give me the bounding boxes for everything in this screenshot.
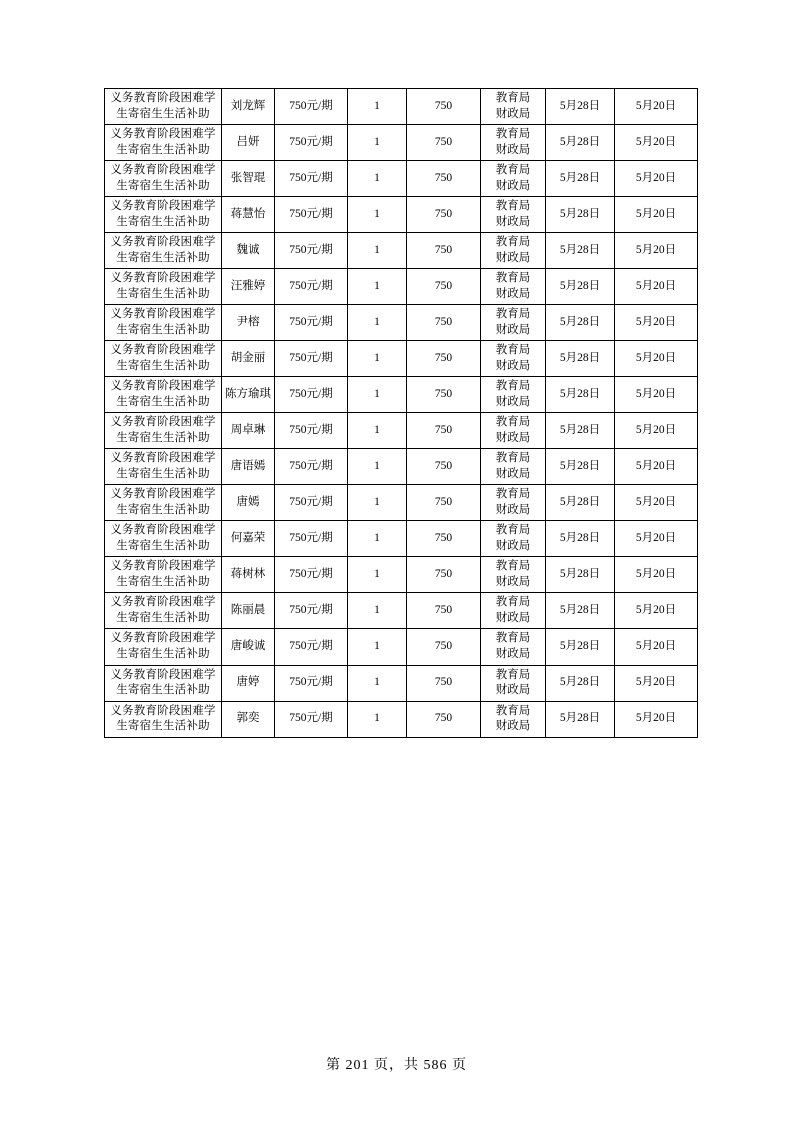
cell-program: 义务教育阶段困难学生寄宿生生活补助 xyxy=(105,305,222,341)
table-body xyxy=(105,89,698,738)
cell-department xyxy=(481,125,546,161)
cell-program: 义务教育阶段困难学生寄宿生生活补助 xyxy=(105,449,222,485)
cell-department xyxy=(481,305,546,341)
cell-standard: 750元/期 xyxy=(275,197,348,233)
cell-date-approved: 5月20日 xyxy=(615,89,698,125)
cell-count: 1 xyxy=(348,269,407,305)
department-line-1: 教育局 xyxy=(495,308,531,321)
cell-date-issued: 5月28日 xyxy=(546,485,615,521)
department-line-1: 教育局 xyxy=(495,704,531,717)
cell-standard: 750元/期 xyxy=(275,521,348,557)
cell-program: 义务教育阶段困难学生寄宿生生活补助 xyxy=(105,593,222,629)
cell-date-approved: 5月20日 xyxy=(615,269,698,305)
cell-student-name: 唐峻诚 xyxy=(222,629,275,665)
cell-date-approved: 5月20日 xyxy=(615,377,698,413)
cell-date-issued: 5月28日 xyxy=(546,701,615,737)
cell-date-issued: 5月28日 xyxy=(546,521,615,557)
department-line-1: 教育局 xyxy=(495,596,531,609)
cell-date-issued: 5月28日 xyxy=(546,197,615,233)
cell-count: 1 xyxy=(348,665,407,701)
cell-date-approved: 5月20日 xyxy=(615,629,698,665)
cell-department xyxy=(481,557,546,593)
table-row xyxy=(105,341,698,377)
cell-program: 义务教育阶段困难学生寄宿生生活补助 xyxy=(105,125,222,161)
cell-program: 义务教育阶段困难学生寄宿生生活补助 xyxy=(105,629,222,665)
table-row xyxy=(105,629,698,665)
cell-count: 1 xyxy=(348,197,407,233)
cell-date-issued: 5月28日 xyxy=(546,377,615,413)
table-row xyxy=(105,593,698,629)
cell-date-issued: 5月28日 xyxy=(546,269,615,305)
department-line-1: 教育局 xyxy=(495,380,531,393)
table-row xyxy=(105,449,698,485)
cell-department xyxy=(481,629,546,665)
department-line-1: 教育局 xyxy=(495,344,531,357)
cell-department xyxy=(481,593,546,629)
cell-standard: 750元/期 xyxy=(275,233,348,269)
department-line-1: 教育局 xyxy=(495,560,531,573)
cell-department xyxy=(481,413,546,449)
cell-date-issued: 5月28日 xyxy=(546,161,615,197)
cell-count: 1 xyxy=(348,89,407,125)
cell-program: 义务教育阶段困难学生寄宿生生活补助 xyxy=(105,485,222,521)
department-line-2: 财政局 xyxy=(495,323,531,336)
department-line-2: 财政局 xyxy=(495,611,531,624)
cell-standard: 750元/期 xyxy=(275,629,348,665)
cell-amount: 750 xyxy=(407,665,481,701)
cell-standard: 750元/期 xyxy=(275,665,348,701)
cell-amount: 750 xyxy=(407,557,481,593)
cell-standard: 750元/期 xyxy=(275,485,348,521)
cell-date-issued: 5月28日 xyxy=(546,305,615,341)
cell-student-name: 周卓琳 xyxy=(222,413,275,449)
cell-student-name: 何嘉荣 xyxy=(222,521,275,557)
cell-department xyxy=(481,449,546,485)
table-row xyxy=(105,665,698,701)
cell-count: 1 xyxy=(348,341,407,377)
department-line-1: 教育局 xyxy=(495,272,531,285)
cell-count: 1 xyxy=(348,521,407,557)
department-line-1: 教育局 xyxy=(495,236,531,249)
cell-standard: 750元/期 xyxy=(275,449,348,485)
cell-program: 义务教育阶段困难学生寄宿生生活补助 xyxy=(105,197,222,233)
cell-amount: 750 xyxy=(407,305,481,341)
department-line-1: 教育局 xyxy=(495,416,531,429)
cell-program: 义务教育阶段困难学生寄宿生生活补助 xyxy=(105,665,222,701)
cell-date-issued: 5月28日 xyxy=(546,557,615,593)
table-row xyxy=(105,485,698,521)
department-line-1: 教育局 xyxy=(495,668,531,681)
department-line-1: 教育局 xyxy=(495,524,531,537)
cell-department xyxy=(481,665,546,701)
cell-student-name: 陈丽晨 xyxy=(222,593,275,629)
cell-count: 1 xyxy=(348,413,407,449)
cell-student-name: 魏诚 xyxy=(222,233,275,269)
cell-standard: 750元/期 xyxy=(275,305,348,341)
page-footer: 第 201 页，共 586 页 xyxy=(326,1058,467,1073)
cell-student-name: 汪雅婷 xyxy=(222,269,275,305)
cell-amount: 750 xyxy=(407,413,481,449)
table-row xyxy=(105,89,698,125)
cell-department xyxy=(481,485,546,521)
cell-date-approved: 5月20日 xyxy=(615,485,698,521)
cell-student-name: 唐嫣 xyxy=(222,485,275,521)
department-line-1: 教育局 xyxy=(495,200,531,213)
cell-amount: 750 xyxy=(407,125,481,161)
department-line-2: 财政局 xyxy=(495,143,531,156)
department-line-2: 财政局 xyxy=(495,647,531,660)
cell-standard: 750元/期 xyxy=(275,377,348,413)
cell-count: 1 xyxy=(348,377,407,413)
cell-student-name: 郭奕 xyxy=(222,701,275,737)
cell-date-approved: 5月20日 xyxy=(615,233,698,269)
department-line-2: 财政局 xyxy=(495,539,531,552)
cell-amount: 750 xyxy=(407,197,481,233)
cell-student-name: 唐语嫣 xyxy=(222,449,275,485)
table-row xyxy=(105,557,698,593)
cell-date-approved: 5月20日 xyxy=(615,593,698,629)
cell-amount: 750 xyxy=(407,233,481,269)
cell-program: 义务教育阶段困难学生寄宿生生活补助 xyxy=(105,341,222,377)
cell-program: 义务教育阶段困难学生寄宿生生活补助 xyxy=(105,413,222,449)
department-line-2: 财政局 xyxy=(495,503,531,516)
cell-department xyxy=(481,341,546,377)
department-line-2: 财政局 xyxy=(495,179,531,192)
department-line-2: 财政局 xyxy=(495,251,531,264)
table-row xyxy=(105,125,698,161)
cell-program: 义务教育阶段困难学生寄宿生生活补助 xyxy=(105,557,222,593)
cell-date-approved: 5月20日 xyxy=(615,125,698,161)
cell-date-issued: 5月28日 xyxy=(546,629,615,665)
department-line-1: 教育局 xyxy=(495,632,531,645)
department-line-2: 财政局 xyxy=(495,720,531,733)
cell-date-issued: 5月28日 xyxy=(546,233,615,269)
department-line-1: 教育局 xyxy=(495,488,531,501)
cell-amount: 750 xyxy=(407,629,481,665)
cell-date-approved: 5月20日 xyxy=(615,413,698,449)
cell-count: 1 xyxy=(348,701,407,737)
department-line-1: 教育局 xyxy=(495,164,531,177)
cell-department xyxy=(481,197,546,233)
cell-amount: 750 xyxy=(407,269,481,305)
cell-program: 义务教育阶段困难学生寄宿生生活补助 xyxy=(105,377,222,413)
cell-student-name: 尹榕 xyxy=(222,305,275,341)
department-line-1: 教育局 xyxy=(495,128,531,141)
cell-date-approved: 5月20日 xyxy=(615,665,698,701)
cell-count: 1 xyxy=(348,305,407,341)
cell-standard: 750元/期 xyxy=(275,413,348,449)
cell-standard: 750元/期 xyxy=(275,125,348,161)
cell-department xyxy=(481,521,546,557)
cell-standard: 750元/期 xyxy=(275,557,348,593)
cell-student-name: 张智琨 xyxy=(222,161,275,197)
cell-amount: 750 xyxy=(407,485,481,521)
cell-date-approved: 5月20日 xyxy=(615,161,698,197)
cell-date-approved: 5月20日 xyxy=(615,341,698,377)
cell-date-approved: 5月20日 xyxy=(615,557,698,593)
table-row xyxy=(105,377,698,413)
cell-date-approved: 5月20日 xyxy=(615,449,698,485)
cell-program: 义务教育阶段困难学生寄宿生生活补助 xyxy=(105,269,222,305)
cell-count: 1 xyxy=(348,557,407,593)
cell-student-name: 陈方瑜琪 xyxy=(222,377,275,413)
cell-date-issued: 5月28日 xyxy=(546,341,615,377)
department-line-2: 财政局 xyxy=(495,684,531,697)
cell-amount: 750 xyxy=(407,593,481,629)
cell-standard: 750元/期 xyxy=(275,89,348,125)
cell-date-issued: 5月28日 xyxy=(546,665,615,701)
department-line-2: 财政局 xyxy=(495,107,531,120)
department-line-2: 财政局 xyxy=(495,467,531,480)
department-line-2: 财政局 xyxy=(495,395,531,408)
cell-date-approved: 5月20日 xyxy=(615,305,698,341)
department-line-2: 财政局 xyxy=(495,359,531,372)
department-line-2: 财政局 xyxy=(495,431,531,444)
cell-count: 1 xyxy=(348,233,407,269)
table-row xyxy=(105,413,698,449)
cell-student-name: 吕妍 xyxy=(222,125,275,161)
table-row xyxy=(105,161,698,197)
cell-standard: 750元/期 xyxy=(275,269,348,305)
cell-count: 1 xyxy=(348,593,407,629)
cell-program: 义务教育阶段困难学生寄宿生生活补助 xyxy=(105,521,222,557)
table-row xyxy=(105,269,698,305)
cell-student-name: 刘龙辉 xyxy=(222,89,275,125)
cell-department xyxy=(481,701,546,737)
cell-program: 义务教育阶段困难学生寄宿生生活补助 xyxy=(105,701,222,737)
department-line-2: 财政局 xyxy=(495,287,531,300)
cell-amount: 750 xyxy=(407,377,481,413)
cell-amount: 750 xyxy=(407,89,481,125)
cell-program: 义务教育阶段困难学生寄宿生生活补助 xyxy=(105,233,222,269)
cell-student-name: 胡金丽 xyxy=(222,341,275,377)
cell-date-approved: 5月20日 xyxy=(615,521,698,557)
cell-date-approved: 5月20日 xyxy=(615,197,698,233)
cell-date-approved: 5月20日 xyxy=(615,701,698,737)
cell-date-issued: 5月28日 xyxy=(546,125,615,161)
cell-department xyxy=(481,89,546,125)
department-line-2: 财政局 xyxy=(495,575,531,588)
table-row xyxy=(105,305,698,341)
cell-count: 1 xyxy=(348,125,407,161)
cell-date-issued: 5月28日 xyxy=(546,89,615,125)
cell-program: 义务教育阶段困难学生寄宿生生活补助 xyxy=(105,89,222,125)
cell-program: 义务教育阶段困难学生寄宿生生活补助 xyxy=(105,161,222,197)
cell-standard: 750元/期 xyxy=(275,161,348,197)
department-line-1: 教育局 xyxy=(495,92,531,104)
department-line-2: 财政局 xyxy=(495,215,531,228)
cell-date-issued: 5月28日 xyxy=(546,413,615,449)
cell-date-issued: 5月28日 xyxy=(546,449,615,485)
cell-amount: 750 xyxy=(407,341,481,377)
department-line-1: 教育局 xyxy=(495,452,531,465)
table-row xyxy=(105,521,698,557)
cell-standard: 750元/期 xyxy=(275,701,348,737)
cell-department xyxy=(481,269,546,305)
subsidy-table xyxy=(104,88,698,738)
cell-count: 1 xyxy=(348,485,407,521)
table-row xyxy=(105,233,698,269)
cell-department xyxy=(481,377,546,413)
cell-amount: 750 xyxy=(407,449,481,485)
cell-department xyxy=(481,233,546,269)
cell-amount: 750 xyxy=(407,521,481,557)
cell-count: 1 xyxy=(348,449,407,485)
cell-student-name: 蒋树林 xyxy=(222,557,275,593)
cell-amount: 750 xyxy=(407,161,481,197)
cell-date-issued: 5月28日 xyxy=(546,593,615,629)
cell-standard: 750元/期 xyxy=(275,341,348,377)
cell-department xyxy=(481,161,546,197)
cell-amount: 750 xyxy=(407,701,481,737)
cell-standard: 750元/期 xyxy=(275,593,348,629)
cell-student-name: 蒋慧怡 xyxy=(222,197,275,233)
cell-count: 1 xyxy=(348,161,407,197)
cell-student-name: 唐婷 xyxy=(222,665,275,701)
table-row xyxy=(105,701,698,737)
cell-count: 1 xyxy=(348,629,407,665)
table-row xyxy=(105,197,698,233)
